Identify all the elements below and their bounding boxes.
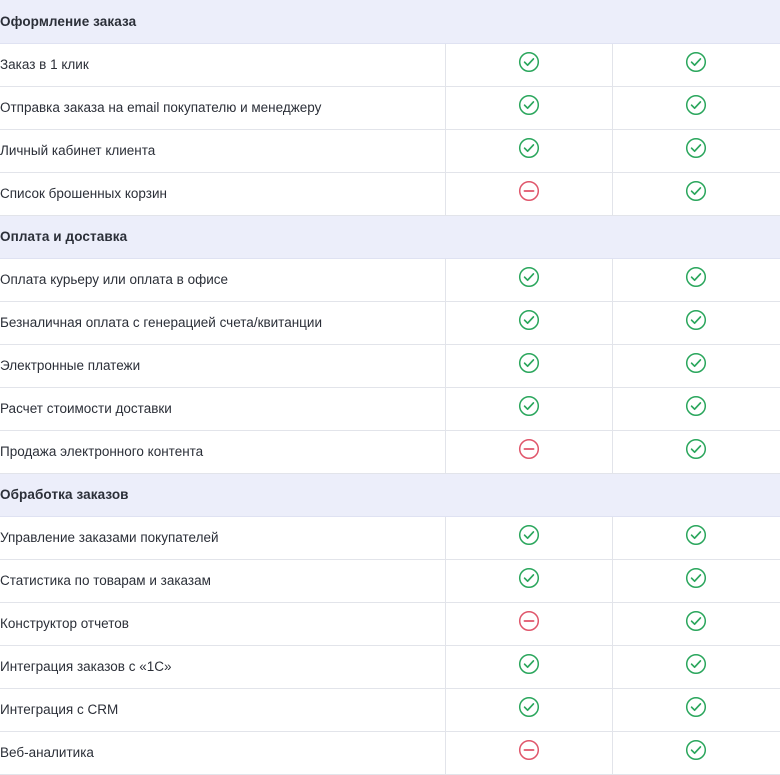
feature-label: Продажа электронного контента [0,430,445,473]
check-circle-icon [685,696,707,718]
check-circle-icon [685,94,707,116]
plan2-status-cell [612,559,780,602]
plan1-status-cell [445,688,612,731]
section-header-row [0,0,780,43]
minus-circle-icon [518,438,540,460]
check-circle-icon [518,51,540,73]
table-row [0,516,780,559]
plan1-status-cell [445,344,612,387]
check-circle-icon [685,352,707,374]
table-row [0,301,780,344]
feature-label: Заказ в 1 клик [0,43,445,86]
section-title: Оплата и доставка [0,215,780,258]
check-circle-icon [685,567,707,589]
plan1-status-cell [445,172,612,215]
check-circle-icon [518,524,540,546]
plan2-status-cell [612,344,780,387]
feature-label: Список брошенных корзин [0,172,445,215]
check-circle-icon [685,610,707,632]
plan1-status-cell [445,129,612,172]
table-row [0,129,780,172]
feature-label: Веб-аналитика [0,731,445,774]
plan2-status-cell [612,731,780,774]
check-circle-icon [518,266,540,288]
check-circle-icon [518,352,540,374]
check-circle-icon [685,653,707,675]
plan1-status-cell [445,645,612,688]
section-header-row [0,473,780,516]
feature-label: Безналичная оплата с генерацией счета/квитанции [0,301,445,344]
plan2-status-cell [612,387,780,430]
check-circle-icon [685,524,707,546]
plan1-status-cell [445,559,612,602]
table-row [0,258,780,301]
plan2-status-cell [612,430,780,473]
feature-label: Интеграция заказов с «1С» [0,645,445,688]
plan2-status-cell [612,86,780,129]
plan1-status-cell [445,516,612,559]
plan2-status-cell [612,602,780,645]
plan2-status-cell [612,516,780,559]
table-row [0,731,780,774]
plan1-status-cell [445,43,612,86]
section-title: Оформление заказа [0,0,780,43]
table-row [0,387,780,430]
plan1-status-cell [445,731,612,774]
table-row [0,43,780,86]
check-circle-icon [685,438,707,460]
plan2-status-cell [612,129,780,172]
table-row [0,688,780,731]
feature-label: Электронные платежи [0,344,445,387]
check-circle-icon [518,137,540,159]
minus-circle-icon [518,180,540,202]
section-title: Обработка заказов [0,473,780,516]
check-circle-icon [518,653,540,675]
table-row [0,602,780,645]
feature-label: Оплата курьеру или оплата в офисе [0,258,445,301]
plan1-status-cell [445,86,612,129]
check-circle-icon [685,739,707,761]
check-circle-icon [685,51,707,73]
feature-label: Управление заказами покупателей [0,516,445,559]
section-header-row [0,215,780,258]
check-circle-icon [685,137,707,159]
check-circle-icon [518,94,540,116]
plan2-status-cell [612,172,780,215]
check-circle-icon [685,395,707,417]
plan2-status-cell [612,645,780,688]
feature-label: Интеграция с CRM [0,688,445,731]
table-row [0,172,780,215]
plan1-status-cell [445,301,612,344]
plan1-status-cell [445,258,612,301]
table-row [0,86,780,129]
plan1-status-cell [445,430,612,473]
check-circle-icon [685,180,707,202]
plan2-status-cell [612,43,780,86]
plan1-status-cell [445,602,612,645]
check-circle-icon [685,266,707,288]
table-row [0,645,780,688]
feature-label: Отправка заказа на email покупателю и менеджеру [0,86,445,129]
plan2-status-cell [612,301,780,344]
check-circle-icon [685,309,707,331]
feature-label: Личный кабинет клиента [0,129,445,172]
minus-circle-icon [518,739,540,761]
check-circle-icon [518,395,540,417]
plan1-status-cell [445,387,612,430]
feature-label: Статистика по товарам и заказам [0,559,445,602]
plan2-status-cell [612,688,780,731]
check-circle-icon [518,309,540,331]
feature-label: Конструктор отчетов [0,602,445,645]
check-circle-icon [518,696,540,718]
plan2-status-cell [612,258,780,301]
check-circle-icon [518,567,540,589]
table-row [0,344,780,387]
table-row [0,559,780,602]
minus-circle-icon [518,610,540,632]
table-row [0,430,780,473]
feature-label: Расчет стоимости доставки [0,387,445,430]
